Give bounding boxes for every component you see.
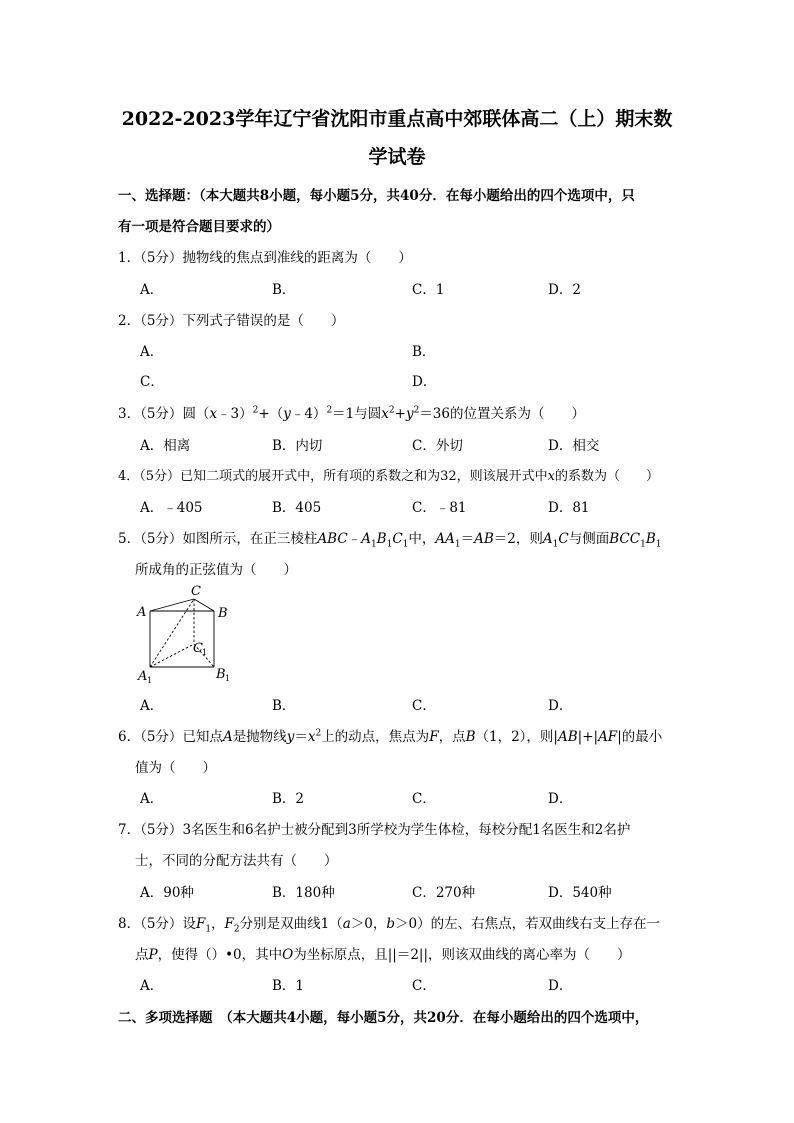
label-a1-sub: 1 bbox=[147, 676, 153, 685]
q8-option-c: C． bbox=[412, 978, 436, 994]
q5-option-c: C． bbox=[412, 698, 436, 714]
label-b: B bbox=[218, 606, 228, 621]
q2-option-d: D． bbox=[412, 374, 437, 390]
label-c1-sub: 1 bbox=[202, 648, 208, 657]
question-6: 6．（5分）已知点A是抛物线$y=x^2$上的动点，焦点为F，点B（1，2），则|AB|+|AF|的最小 bbox=[118, 728, 663, 745]
q2-option-a: A． bbox=[140, 344, 164, 360]
q7-option-a: A．90种 bbox=[140, 885, 194, 901]
q4-option-a: A．﹣405 bbox=[140, 500, 203, 516]
q4-option-c: C．﹣81 bbox=[412, 500, 467, 516]
q8-option-a: A． bbox=[140, 978, 164, 994]
edge-a1c1 bbox=[150, 644, 194, 667]
question-3: 3．（5分）圆（x﹣3）$^2$+（y﹣4）$^2$＝1与圆$x^2+y^2=36$的位置关系为（ ） bbox=[118, 405, 585, 422]
question-7: 7．（5分）3名医生和6名护士被分配到3所学校为学生体检，每校分配1名医生和2名护 bbox=[118, 822, 631, 838]
question-5: 5．（5分）如图所示，在正三棱柱$ABC﹣A_1B_1C_1$中，$AA_1=AB=2$，则$A_1C$与侧面$BCC_1B_1$ bbox=[118, 531, 662, 550]
q8-option-d: D． bbox=[548, 978, 573, 994]
q6-option-b: B．2 bbox=[272, 791, 305, 807]
q3-option-d: D．相交 bbox=[548, 438, 600, 454]
q3-option-a: A．相离 bbox=[140, 438, 191, 454]
edge-cb bbox=[194, 599, 214, 611]
q2-option-b: B． bbox=[412, 344, 436, 360]
prism-figure bbox=[134, 582, 234, 686]
question-7-line2: 士，不同的分配方法共有（ ） bbox=[135, 853, 338, 869]
q4-option-b: B．405 bbox=[272, 500, 322, 516]
q7-option-d: D．540种 bbox=[548, 885, 612, 901]
q1-option-c: C．1 bbox=[412, 282, 445, 298]
label-a1: A bbox=[138, 669, 148, 684]
q5-option-d: D． bbox=[548, 698, 573, 714]
question-6-line2: 值为（ ） bbox=[135, 760, 216, 776]
question-4: 4．（5分）已知二项式的展开式中，所有项的系数之和为32，则该展开式中x的系数为（ ） bbox=[118, 469, 659, 484]
q7-option-c: C．270种 bbox=[412, 885, 476, 901]
q1-option-b: B． bbox=[272, 282, 296, 298]
q8-option-b: B．1 bbox=[272, 978, 305, 994]
section1-header-line2: 有一项是符合题目要求的） bbox=[118, 219, 280, 235]
label-a: A bbox=[137, 605, 147, 620]
q6-option-d: D． bbox=[548, 791, 573, 807]
q3-option-b: B．内切 bbox=[272, 438, 323, 454]
q1-option-a: A． bbox=[140, 282, 164, 298]
q4-option-d: D．81 bbox=[548, 500, 590, 516]
page-title-line2: 学试卷 bbox=[368, 146, 426, 168]
section2-header: 二、多项选择题 （本大题共4小题，每小题5分，共20分．在每小题给出的四个选项中， bbox=[118, 1010, 649, 1026]
question-8: 8．（5分）设$F_1$，$F_2$分别是双曲线1（a＞0，b＞0）的左、右焦点，若双曲线右支上存在一 bbox=[118, 916, 661, 935]
question-8-line2: 点P，使得（）•0，其中O为坐标原点，且||＝2||，则该双曲线的离心率为（ ） bbox=[135, 947, 631, 963]
q7-option-b: B．180种 bbox=[272, 885, 335, 901]
q1-option-d: D．2 bbox=[548, 282, 581, 298]
label-c1: C bbox=[193, 641, 203, 656]
q3-option-c: C．外切 bbox=[412, 438, 463, 454]
label-b1-sub: 1 bbox=[225, 674, 231, 683]
question-5-line2: 所成角的正弦值为（ ） bbox=[135, 562, 297, 578]
q2-option-c: C． bbox=[140, 374, 164, 390]
q5-option-a: A． bbox=[140, 698, 164, 714]
label-b1: B bbox=[216, 667, 226, 682]
page-title-line1: 2022-2023学年辽宁省沈阳市重点高中郊联体高二（上）期末数 bbox=[121, 108, 673, 130]
question-2: 2．（5分）下列式子错误的是（ ） bbox=[118, 313, 345, 329]
q5-option-b: B． bbox=[272, 698, 296, 714]
section1-header-line1: 一、选择题：（本大题共8小题，每小题5分，共40分．在每小题给出的四个选项中，只 bbox=[118, 188, 635, 204]
label-c: C bbox=[191, 584, 201, 599]
q6-option-c: C． bbox=[412, 791, 436, 807]
question-1: 1．（5分）抛物线的焦点到准线的距离为（ ） bbox=[118, 250, 412, 266]
q6-option-a: A． bbox=[140, 791, 164, 807]
